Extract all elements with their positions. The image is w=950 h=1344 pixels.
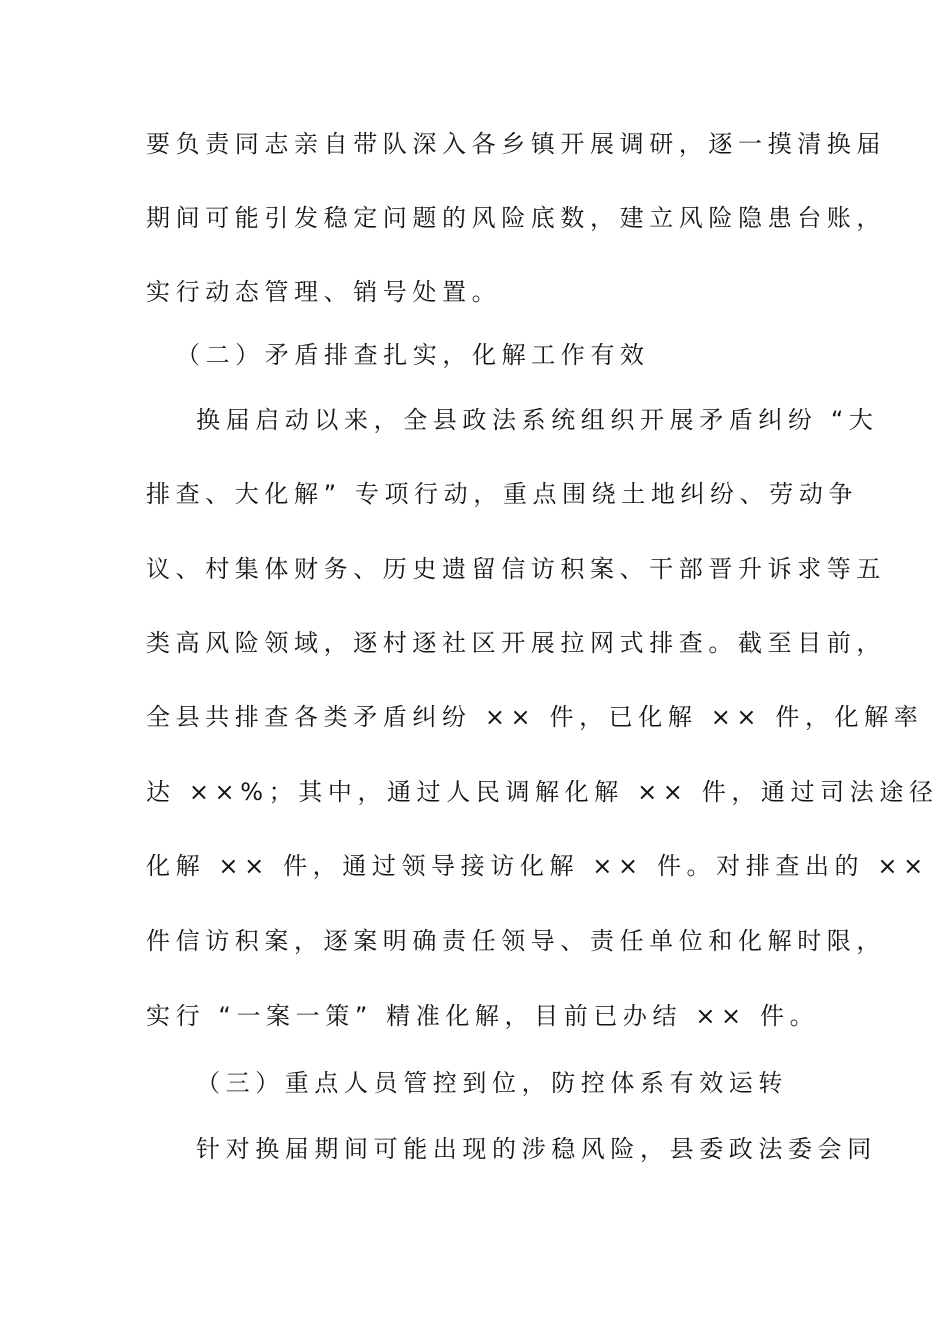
paragraph-line: 达 ××%；其中，通过人民调解化解 ×× 件，通过司法途径 [146, 778, 939, 806]
paragraph-line: 议、村集体财务、历史遗留信访积案、干部晋升诉求等五 [146, 555, 886, 583]
paragraph-line: 化解 ×× 件，通过领导接访化解 ×× 件。对排查出的 ×× [146, 852, 929, 880]
paragraph-line: 要负责同志亲自带队深入各乡镇开展调研，逐一摸清换届 [146, 130, 886, 158]
paragraph-line: 件信访积案，逐案明确责任领导、责任单位和化解时限， [146, 927, 886, 955]
paragraph-line: 类高风险领域，逐村逐社区开展拉网式排查。截至目前， [146, 629, 886, 657]
paragraph-line: 实行 “一案一策” 精准化解，目前已办结 ×× 件。 [146, 1002, 820, 1030]
paragraph-line: 排查、大化解” 专项行动，重点围绕土地纠纷、劳动争 [146, 480, 859, 508]
paragraph-line: 期间可能引发稳定问题的风险底数，建立风险隐患台账， [146, 204, 886, 232]
paragraph-line: 针对换届期间可能出现的涉稳风险，县委政法委会同 [196, 1135, 877, 1163]
paragraph-line: 换届启动以来，全县政法系统组织开展矛盾纠纷 “大 [196, 406, 879, 434]
paragraph-line: 实行动态管理、销号处置。 [146, 278, 502, 306]
section-heading-3: （三）重点人员管控到位，防控体系有效运转 [196, 1069, 788, 1097]
section-heading-2: （二）矛盾排查扎实，化解工作有效 [176, 341, 650, 369]
paragraph-line: 全县共排查各类矛盾纠纷 ×× 件，已化解 ×× 件，化解率 [146, 703, 924, 731]
